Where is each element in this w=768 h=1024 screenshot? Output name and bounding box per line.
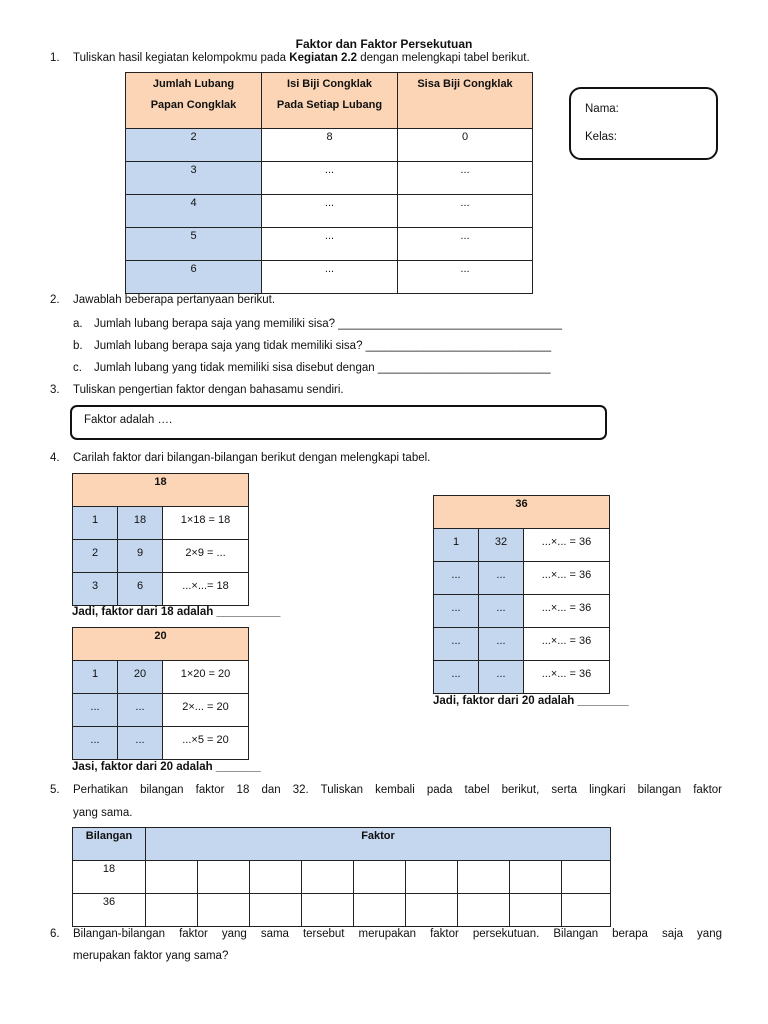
factor-cell-text: 2 — [91, 547, 99, 559]
factor-cell-text: ... — [496, 602, 506, 614]
factor-cell — [163, 507, 249, 540]
factor-cell-text: ... — [496, 668, 506, 680]
factor-cell-text: ... — [90, 701, 100, 713]
factor-cell-text: ...×... = 36 — [541, 668, 592, 680]
q1-header-holes — [126, 73, 262, 129]
q2a-text[interactable]: Jumlah lubang berapa saja yang memiliki sisa? ___________________________________ — [94, 318, 563, 330]
factor-cell[interactable] — [73, 727, 118, 760]
table-row — [73, 694, 249, 727]
q1-cell-text: 2 — [190, 131, 197, 143]
q1-header-seeds-l2: Pada Setiap Lubang — [276, 99, 383, 111]
factor-cell-text: ... — [451, 569, 461, 581]
factor-cell-text: ... — [496, 635, 506, 647]
q1-text-pre: Tuliskan hasil kegiatan kelompokmu pada — [73, 52, 290, 64]
class-label: Kelas: — [585, 131, 617, 143]
q1-cell-text: 3 — [190, 164, 197, 176]
q1-cell — [126, 228, 262, 261]
factor-cell-text: ...×... = 36 — [541, 569, 592, 581]
factor-definition-text: Faktor adalah …. — [84, 414, 173, 426]
table-row — [73, 507, 249, 540]
factor-cell[interactable] — [73, 694, 118, 727]
row-label-text: 36 — [102, 896, 116, 908]
factor-input-cell[interactable] — [406, 861, 458, 894]
q1-table — [125, 72, 533, 294]
table-row — [73, 661, 249, 694]
table-row — [73, 894, 611, 927]
factor-cell — [73, 661, 118, 694]
q3-number: 3. — [50, 384, 60, 396]
table-row — [126, 129, 533, 162]
row-label — [73, 861, 146, 894]
factor-cell — [118, 661, 163, 694]
q1-cell[interactable] — [398, 195, 533, 228]
factor-table-18 — [72, 473, 249, 606]
q1-number: 1. — [50, 52, 60, 64]
q1-cell-text: ... — [460, 197, 470, 209]
factor-cell-text: ...×... = 36 — [541, 602, 592, 614]
factor-input-cell[interactable] — [302, 894, 354, 927]
factor-definition-box[interactable] — [70, 405, 607, 440]
factor-input-cell[interactable] — [198, 861, 250, 894]
col-header-faktor-text: Faktor — [361, 830, 395, 842]
col-header-bilangan — [73, 828, 146, 861]
q1-cell[interactable] — [262, 129, 398, 162]
col-header-bilangan-text: Bilangan — [85, 830, 133, 842]
factor-cell-text: 6 — [136, 580, 144, 592]
factor-table-20-head-text: 20 — [154, 630, 167, 642]
q1-cell-text: ... — [324, 230, 335, 242]
q1-text — [73, 52, 530, 64]
factor-input-cell[interactable] — [198, 894, 250, 927]
factor-cell[interactable] — [434, 562, 479, 595]
factor-cell[interactable] — [479, 661, 524, 694]
table-row — [73, 573, 249, 606]
factor-cell — [118, 507, 163, 540]
name-label: Nama: — [585, 103, 619, 115]
q1-cell[interactable] — [398, 129, 533, 162]
q1-cell-text: ... — [324, 197, 335, 209]
q2a-label: a. — [73, 318, 83, 330]
factor-cell[interactable] — [163, 694, 249, 727]
factor-cell[interactable] — [118, 694, 163, 727]
factor-cell-text: 1×18 = 18 — [180, 514, 231, 526]
factor-cell[interactable] — [524, 628, 610, 661]
table-row — [126, 195, 533, 228]
factor-cell-text: 32 — [494, 536, 508, 548]
factor-cell-text: ... — [451, 668, 461, 680]
factor-cell-text: 1 — [91, 514, 99, 526]
q1-cell[interactable] — [398, 162, 533, 195]
q6-number: 6. — [50, 928, 60, 940]
q3-text: Tuliskan pengertian faktor dengan bahasamu sendiri. — [73, 384, 344, 396]
q1-cell-text: 4 — [190, 197, 197, 209]
factor-input-cell[interactable] — [250, 861, 302, 894]
table-row — [73, 861, 611, 894]
factor-cell-text: 18 — [133, 514, 147, 526]
factor-cell-text: ...×5 = 20 — [182, 734, 229, 746]
q1-cell-text: 0 — [461, 131, 469, 143]
factor-cell — [73, 573, 118, 606]
q5-text-line2: yang sama. — [73, 807, 133, 819]
factor-input-cell[interactable] — [458, 861, 510, 894]
factor-cell-text: ... — [90, 734, 100, 746]
factor-cell[interactable] — [479, 595, 524, 628]
q1-cell-text: 8 — [326, 131, 333, 143]
factor-cell[interactable] — [163, 727, 249, 760]
factor-cell-text: ...×... = 36 — [541, 635, 592, 647]
factor-cell-text: ...×... = 36 — [541, 536, 592, 548]
q1-header-holes-l1: Jumlah Lubang — [152, 78, 235, 90]
conclusion-18[interactable]: Jadi, faktor dari 18 adalah __________ — [72, 606, 281, 618]
factor-cell — [73, 507, 118, 540]
factor-cell-text: ...×...= 18 — [182, 580, 229, 592]
q1-header-seeds-l1: Isi Biji Congklak — [287, 78, 372, 90]
factor-cell-text: 2×... = 20 — [182, 701, 229, 713]
factor-cell[interactable] — [524, 562, 610, 595]
q1-cell[interactable] — [262, 195, 398, 228]
q1-cell-text: ... — [324, 164, 335, 176]
factor-cell-text: 1×20 = 20 — [180, 668, 231, 680]
q1-cell-text: ... — [460, 263, 470, 275]
factor-input-cell[interactable] — [146, 861, 198, 894]
factor-cell[interactable] — [434, 595, 479, 628]
row-label-text: 18 — [102, 863, 116, 875]
q1-cell — [126, 129, 262, 162]
q1-text-bold: Kegiatan 2.2 — [289, 52, 358, 64]
factor-input-cell[interactable] — [146, 894, 198, 927]
factor-cell-text: ... — [496, 569, 506, 581]
factor-table-36 — [433, 495, 610, 694]
q1-text-post: dengan melengkapi tabel berikut. — [357, 52, 530, 64]
factor-cell — [479, 529, 524, 562]
factor-cell[interactable] — [479, 562, 524, 595]
q1-header-seeds — [262, 73, 398, 129]
table-row — [434, 661, 610, 694]
q1-cell — [126, 195, 262, 228]
factor-input-cell[interactable] — [510, 894, 562, 927]
q1-cell-text: ... — [324, 263, 335, 275]
q2c-label: c. — [73, 362, 82, 374]
factor-cell — [434, 529, 479, 562]
factor-input-cell[interactable] — [354, 894, 406, 927]
table-row — [126, 228, 533, 261]
q1-cell — [126, 162, 262, 195]
row-label — [73, 894, 146, 927]
q1-header-remainder — [398, 73, 533, 129]
q2-number: 2. — [50, 294, 60, 306]
q1-cell[interactable] — [262, 162, 398, 195]
q1-cell[interactable] — [398, 261, 533, 294]
factor-cell-text: 2×9 = ... — [185, 547, 226, 559]
q2b-text[interactable]: Jumlah lubang berapa saja yang tidak memiliki sisa? _____________________________ — [94, 340, 552, 352]
q5-text-line1: Perhatikan bilangan faktor 18 dan 32. Tuliskan kembali pada tabel berikut, serta lingkari bilangan faktor — [73, 784, 722, 796]
factor-table-20-head — [73, 628, 249, 661]
q5-number: 5. — [50, 784, 60, 796]
factor-input-cell[interactable] — [302, 861, 354, 894]
q6-text-line1: Bilangan-bilangan faktor yang sama tersebut merupakan faktor persekutuan. Bilangan berapa saja yang — [73, 928, 722, 940]
factor-cell — [163, 661, 249, 694]
factor-cell[interactable] — [524, 529, 610, 562]
q1-cell[interactable] — [262, 261, 398, 294]
factor-cell-text: ... — [135, 701, 145, 713]
factor-table-20 — [72, 627, 249, 760]
q4-text: Carilah faktor dari bilangan-bilangan berikut dengan melengkapi tabel. — [73, 452, 431, 464]
factor-table-18-head-text: 18 — [154, 476, 167, 488]
factor-input-cell[interactable] — [510, 861, 562, 894]
table-row — [126, 162, 533, 195]
factor-cell[interactable] — [479, 628, 524, 661]
q4-number: 4. — [50, 452, 60, 464]
table-row — [73, 540, 249, 573]
table-row — [126, 261, 533, 294]
factor-cell-text: 20 — [133, 668, 147, 680]
factor-cell — [73, 540, 118, 573]
table-row — [73, 727, 249, 760]
factor-cell-text: ... — [451, 602, 461, 614]
factor-input-cell[interactable] — [354, 861, 406, 894]
factor-table-36-head — [434, 496, 610, 529]
factor-cell-text: 3 — [91, 580, 99, 592]
factor-cell-text: 1 — [452, 536, 460, 548]
factor-table-36-head-text: 36 — [515, 498, 528, 510]
factor-input-cell[interactable] — [250, 894, 302, 927]
q2c-text[interactable]: Jumlah lubang yang tidak memiliki sisa disebut dengan ___________________________ — [94, 362, 551, 374]
factor-cell[interactable] — [163, 573, 249, 606]
q6-text-line2: merupakan faktor yang sama? — [73, 950, 229, 962]
q1-header-remainder-text: Sisa Biji Congklak — [417, 78, 513, 90]
table-row — [434, 562, 610, 595]
factor-cell-text: ... — [451, 635, 461, 647]
factor-cell-text: ... — [135, 734, 145, 746]
q1-cell-text: ... — [460, 164, 470, 176]
factor-cell — [118, 573, 163, 606]
conclusion-36[interactable]: Jadi, faktor dari 20 adalah ________ — [433, 695, 629, 707]
q1-header-holes-l2: Papan Congklak — [150, 99, 237, 111]
factor-input-cell[interactable] — [458, 894, 510, 927]
q1-cell[interactable] — [398, 228, 533, 261]
q2-text: Jawablah beberapa pertanyaan berikut. — [73, 294, 276, 306]
q1-cell-text: 6 — [190, 263, 197, 275]
factor-cell[interactable] — [524, 595, 610, 628]
q1-cell-text: 5 — [190, 230, 197, 242]
factor-cell[interactable] — [163, 540, 249, 573]
table-row — [434, 529, 610, 562]
q1-cell[interactable] — [262, 228, 398, 261]
factor-cell[interactable] — [524, 661, 610, 694]
factor-input-cell[interactable] — [406, 894, 458, 927]
factor-cell — [118, 540, 163, 573]
table-row — [434, 628, 610, 661]
factor-cell[interactable] — [118, 727, 163, 760]
factor-cell-text: 1 — [91, 668, 99, 680]
common-factor-table — [72, 827, 611, 927]
conclusion-20[interactable]: Jasi, faktor dari 20 adalah _______ — [72, 761, 261, 773]
name-class-box[interactable] — [569, 87, 718, 160]
factor-cell[interactable] — [434, 628, 479, 661]
factor-table-18-head — [73, 474, 249, 507]
factor-cell-text: 9 — [136, 547, 144, 559]
q1-cell — [126, 261, 262, 294]
q1-cell-text: ... — [460, 230, 470, 242]
factor-input-cell[interactable] — [562, 861, 611, 894]
q2b-label: b. — [73, 340, 83, 352]
col-header-faktor — [146, 828, 611, 861]
table-row — [434, 595, 610, 628]
factor-cell[interactable] — [434, 661, 479, 694]
page-title: Faktor dan Faktor Persekutuan — [295, 37, 473, 51]
factor-input-cell[interactable] — [562, 894, 611, 927]
